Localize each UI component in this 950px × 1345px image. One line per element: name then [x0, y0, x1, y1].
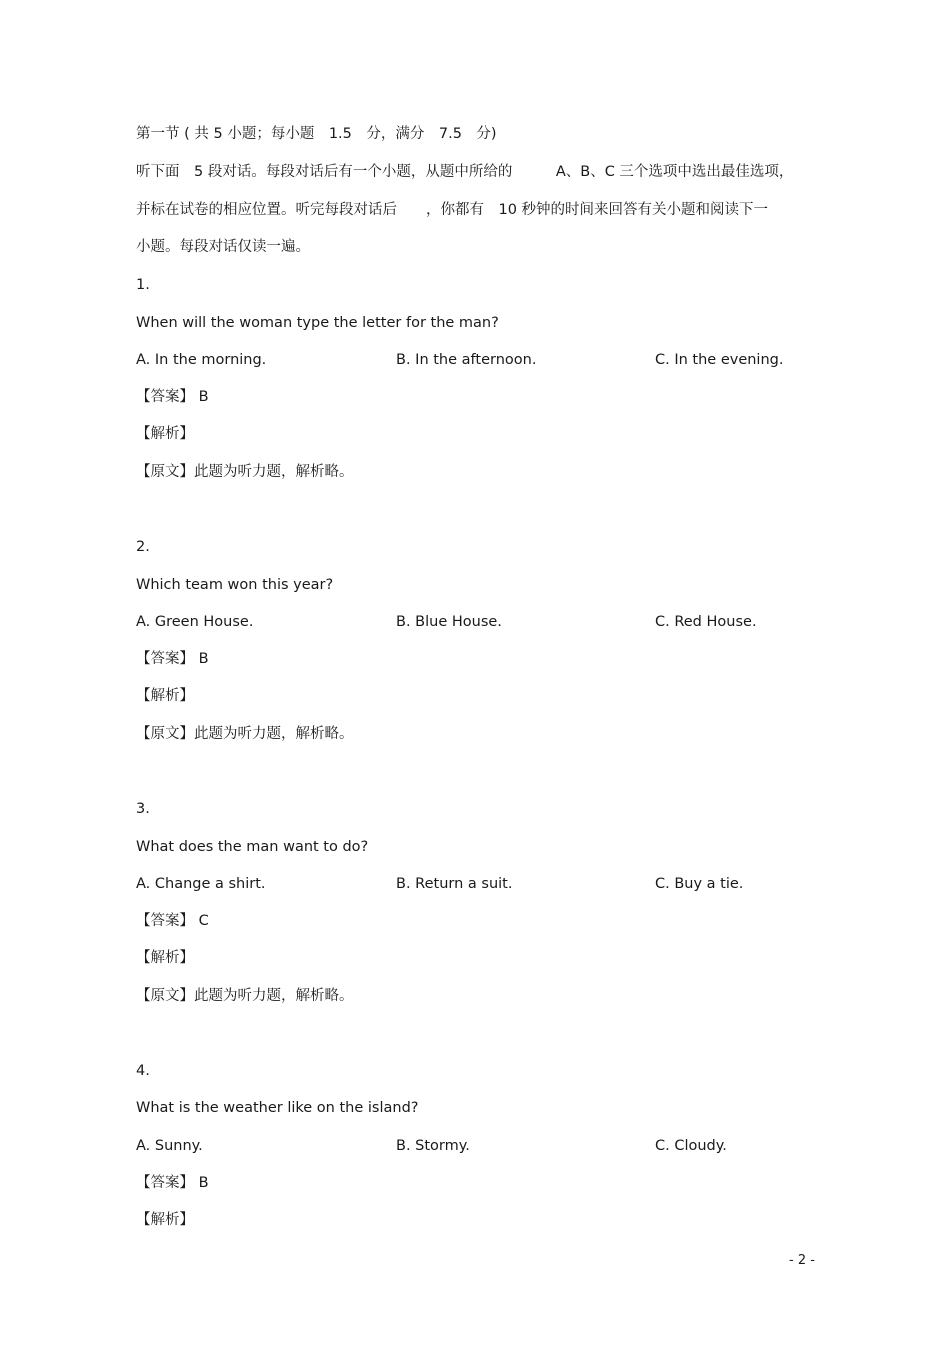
question-text: When will the woman type the letter for the man?: [136, 315, 499, 331]
question-number: 2.: [136, 539, 150, 555]
page-number: - 2 -: [789, 1253, 815, 1268]
analysis-label: 【解析】: [136, 688, 194, 704]
original-text: 【原文】此题为听力题，解析略。: [136, 464, 354, 480]
analysis-label: 【解析】: [136, 950, 194, 966]
question-text: Which team won this year?: [136, 577, 334, 593]
answer-label: 【答案】 B: [136, 1175, 209, 1191]
answer-label: 【答案】 B: [136, 651, 209, 667]
answer-label: 【答案】 B: [136, 389, 209, 405]
answer-label: 【答案】 C: [136, 913, 209, 929]
option-a: A. Sunny.: [136, 1138, 203, 1154]
option-a: A. In the morning.: [136, 352, 267, 368]
option-c: C. Red House.: [655, 614, 757, 630]
question-text: What does the man want to do?: [136, 839, 369, 855]
question-number: 4.: [136, 1063, 150, 1079]
option-b: B. Blue House.: [396, 614, 502, 630]
option-c: C. Cloudy.: [655, 1138, 727, 1154]
option-c: C. In the evening.: [655, 352, 784, 368]
option-b: B. In the afternoon.: [396, 352, 537, 368]
original-text: 【原文】此题为听力题，解析略。: [136, 988, 354, 1004]
option-b: B. Return a suit.: [396, 876, 513, 892]
analysis-label: 【解析】: [136, 1212, 194, 1228]
instruction-line-2: 并标在试卷的相应位置。听完每段对话后 ，你都有 10 秒钟的时间来回答有关小题和阅读下一: [136, 202, 769, 218]
instruction-line-1: 听下面 5 段对话。每段对话后有一个小题，从题中所给的 A、B、C 三个选项中选出最佳选项，: [136, 164, 794, 180]
option-a: A. Change a shirt.: [136, 876, 266, 892]
analysis-label: 【解析】: [136, 426, 194, 442]
section-title: 第一节 ( 共 5 小题；每小题 1.5 分，满分 7.5 分): [136, 126, 497, 142]
option-c: C. Buy a tie.: [655, 876, 744, 892]
option-b: B. Stormy.: [396, 1138, 470, 1154]
original-text: 【原文】此题为听力题，解析略。: [136, 726, 354, 742]
question-text: What is the weather like on the island?: [136, 1100, 419, 1116]
question-number: 3.: [136, 801, 150, 817]
option-a: A. Green House.: [136, 614, 254, 630]
instruction-line-3: 小题。每段对话仅读一遍。: [136, 239, 310, 255]
question-number: 1.: [136, 277, 150, 293]
